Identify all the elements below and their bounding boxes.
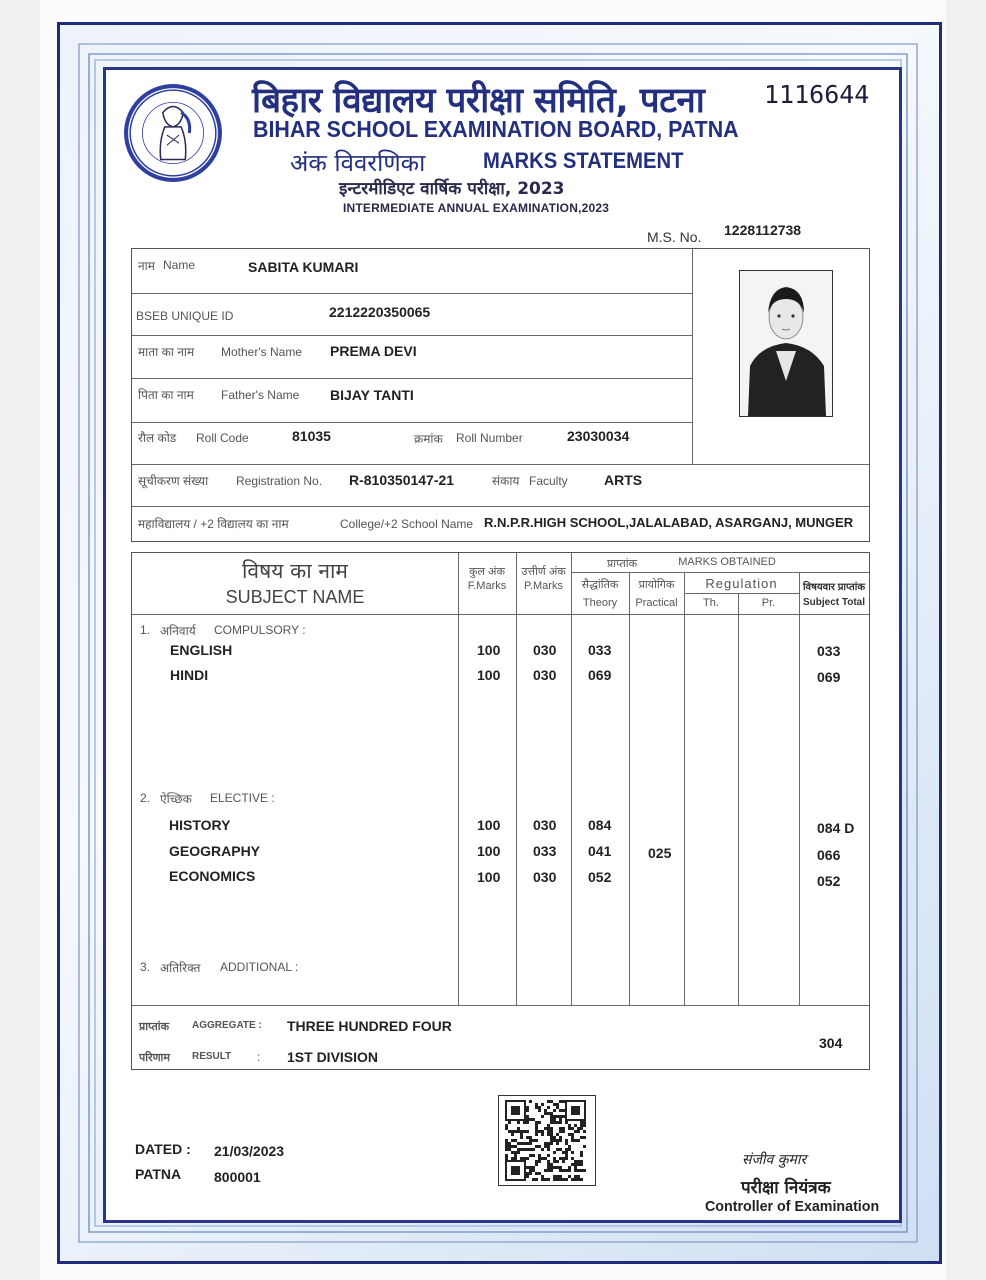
father-name: BIJAY TANTI [330, 387, 414, 403]
college-label: College/+2 School Name [340, 517, 474, 531]
group-number: 1. [140, 623, 151, 637]
registration-no-value: R-810350147-21 [349, 472, 455, 488]
name-label-hindi: नाम [138, 259, 155, 273]
date-value: 21/03/2023 [214, 1143, 285, 1159]
subject-header-hindi: विषय का नाम [241, 559, 348, 583]
regulation-theory-header: Th. [703, 597, 719, 609]
full-marks: 100 [477, 843, 501, 859]
group-label: ELECTIVE : [210, 791, 275, 805]
roll-number-value: 23030034 [567, 428, 630, 444]
controller-title-hindi: परीक्षा नियंत्रक [741, 1178, 831, 1198]
exam-title-english: INTERMEDIATE ANNUAL EXAMINATION,2023 [343, 201, 610, 215]
practical-header: Practical [635, 597, 678, 609]
pass-marks: 030 [533, 817, 557, 833]
group-label: ADDITIONAL : [220, 960, 299, 974]
statement-title-hindi: अंक विवरणिका [290, 149, 426, 177]
pass-marks: 030 [533, 869, 557, 885]
mother-name: PREMA DEVI [330, 343, 417, 359]
student-photo [739, 270, 833, 417]
faculty-label: Faculty [529, 474, 568, 488]
full-marks: 100 [477, 817, 501, 833]
group-number: 3. [140, 960, 151, 974]
pass-marks: 030 [533, 667, 557, 683]
theory-marks: 052 [588, 869, 612, 885]
controller-title: Controller of Examination [705, 1198, 880, 1215]
name-label: Name [163, 258, 196, 272]
group-label-hindi: अतिरिक्त [160, 961, 201, 975]
roll-code-value: 81035 [292, 428, 331, 444]
roll-code-label-hindi: रौल कोड [138, 431, 177, 445]
pass-marks: 030 [533, 642, 557, 658]
subject-total: 069 [817, 669, 841, 685]
bseb-logo-seal [122, 82, 224, 184]
marks-obtained-header-hindi: प्राप्तांक [606, 558, 638, 570]
mother-label: Mother's Name [221, 345, 302, 359]
subject-total-header: Subject Total [802, 597, 866, 608]
father-label-hindi: पिता का नाम [138, 388, 194, 402]
father-label: Father's Name [221, 388, 300, 402]
practical-marks: 025 [648, 845, 672, 861]
group-label: COMPULSORY : [214, 623, 306, 637]
regulation-practical-header: Pr. [761, 597, 776, 609]
college-label-hindi: महाविद्यालय / +2 विद्यालय का नाम [138, 517, 289, 531]
college-name-value: R.N.P.R.HIGH SCHOOL,JALALABAD, ASARGANJ, MUNGER [484, 515, 854, 530]
group-label-hindi: अनिवार्य [160, 624, 196, 638]
aggregate-total: 304 [819, 1035, 843, 1051]
subject-total: 052 [817, 873, 841, 889]
exam-title-hindi: इन्टरमीडिएट वार्षिक परीक्षा, 2023 [339, 179, 565, 199]
group-number: 2. [140, 791, 151, 805]
aggregate-label-hindi: प्राप्तांक [139, 1021, 170, 1033]
theory-marks: 069 [588, 667, 612, 683]
full-marks-header-hindi: कुल अंक [469, 566, 505, 578]
mother-label-hindi: माता का नाम [138, 345, 195, 359]
full-marks: 100 [477, 642, 501, 658]
faculty-label-hindi: संकाय [492, 474, 520, 488]
pincode-value: 800001 [214, 1169, 261, 1185]
subject-total: 033 [817, 643, 841, 659]
aggregate-in-words: THREE HUNDRED FOUR [287, 1018, 452, 1034]
roll-number-label: Roll Number [456, 431, 523, 445]
full-marks: 100 [477, 869, 501, 885]
result-label: RESULT [192, 1051, 232, 1062]
full-marks: 100 [477, 667, 501, 683]
roll-number-label-hindi: क्रमांक [414, 432, 443, 446]
registration-label-hindi: सूचीकरण संख्या [138, 474, 209, 488]
pass-marks: 033 [533, 843, 557, 859]
theory-marks: 041 [588, 843, 612, 859]
board-name-english: BIHAR SCHOOL EXAMINATION BOARD, PATNA [253, 116, 739, 142]
subject-name: ECONOMICS [169, 868, 256, 884]
subject-total-header-hindi: विषयवार प्राप्तांक [802, 582, 866, 593]
unique-id-value: 2212220350065 [329, 304, 431, 320]
ms-no-value: 1228112738 [724, 222, 802, 238]
subject-name: HISTORY [169, 817, 231, 833]
subject-header: SUBJECT NAME [225, 587, 365, 607]
theory-marks: 084 [588, 817, 612, 833]
theory-header-hindi: सैद्धांतिक [581, 579, 619, 591]
student-name: SABITA KUMARI [248, 259, 359, 275]
board-name-hindi: बिहार विद्यालय परीक्षा समिति, पटना [252, 81, 705, 121]
unique-id-label: BSEB UNIQUE ID [136, 309, 234, 323]
subject-name: GEOGRAPHY [169, 843, 261, 859]
registration-label: Registration No. [236, 474, 323, 488]
pass-marks-header: P.Marks [524, 580, 563, 592]
result-colon: : [257, 1050, 261, 1064]
theory-header: Theory [582, 597, 618, 609]
full-marks-header: F.Marks [467, 580, 507, 592]
serial-number: 1116644 [764, 80, 870, 109]
result-label-hindi: परिणाम [139, 1052, 170, 1064]
practical-header-hindi: प्रायोगिक [638, 579, 675, 591]
roll-code-label: Roll Code [196, 431, 249, 445]
subject-total: 084 D [817, 820, 855, 836]
subject-name: HINDI [170, 667, 209, 683]
group-label-hindi: ऐच्छिक [160, 792, 192, 806]
controller-signature: संजीव कुमार [742, 1152, 807, 1168]
result-value: 1ST DIVISION [287, 1049, 379, 1065]
dated-label: DATED : [135, 1141, 191, 1157]
aggregate-label: AGGREGATE : [192, 1020, 262, 1031]
subject-name: ENGLISH [170, 642, 233, 658]
ms-no-label: M.S. No. [647, 229, 702, 245]
marks-table [131, 552, 870, 1070]
marks-obtained-header: MARKS OBTAINED [678, 556, 776, 568]
regulation-header: Regulation [705, 576, 778, 591]
qr-code [498, 1095, 596, 1186]
subject-total: 066 [817, 847, 841, 863]
statement-title-english: MARKS STATEMENT [483, 148, 684, 173]
faculty-value: ARTS [604, 472, 643, 488]
theory-marks: 033 [588, 642, 612, 658]
place-label: PATNA [135, 1166, 182, 1182]
pass-marks-header-hindi: उत्तीर्ण अंक [521, 566, 566, 578]
